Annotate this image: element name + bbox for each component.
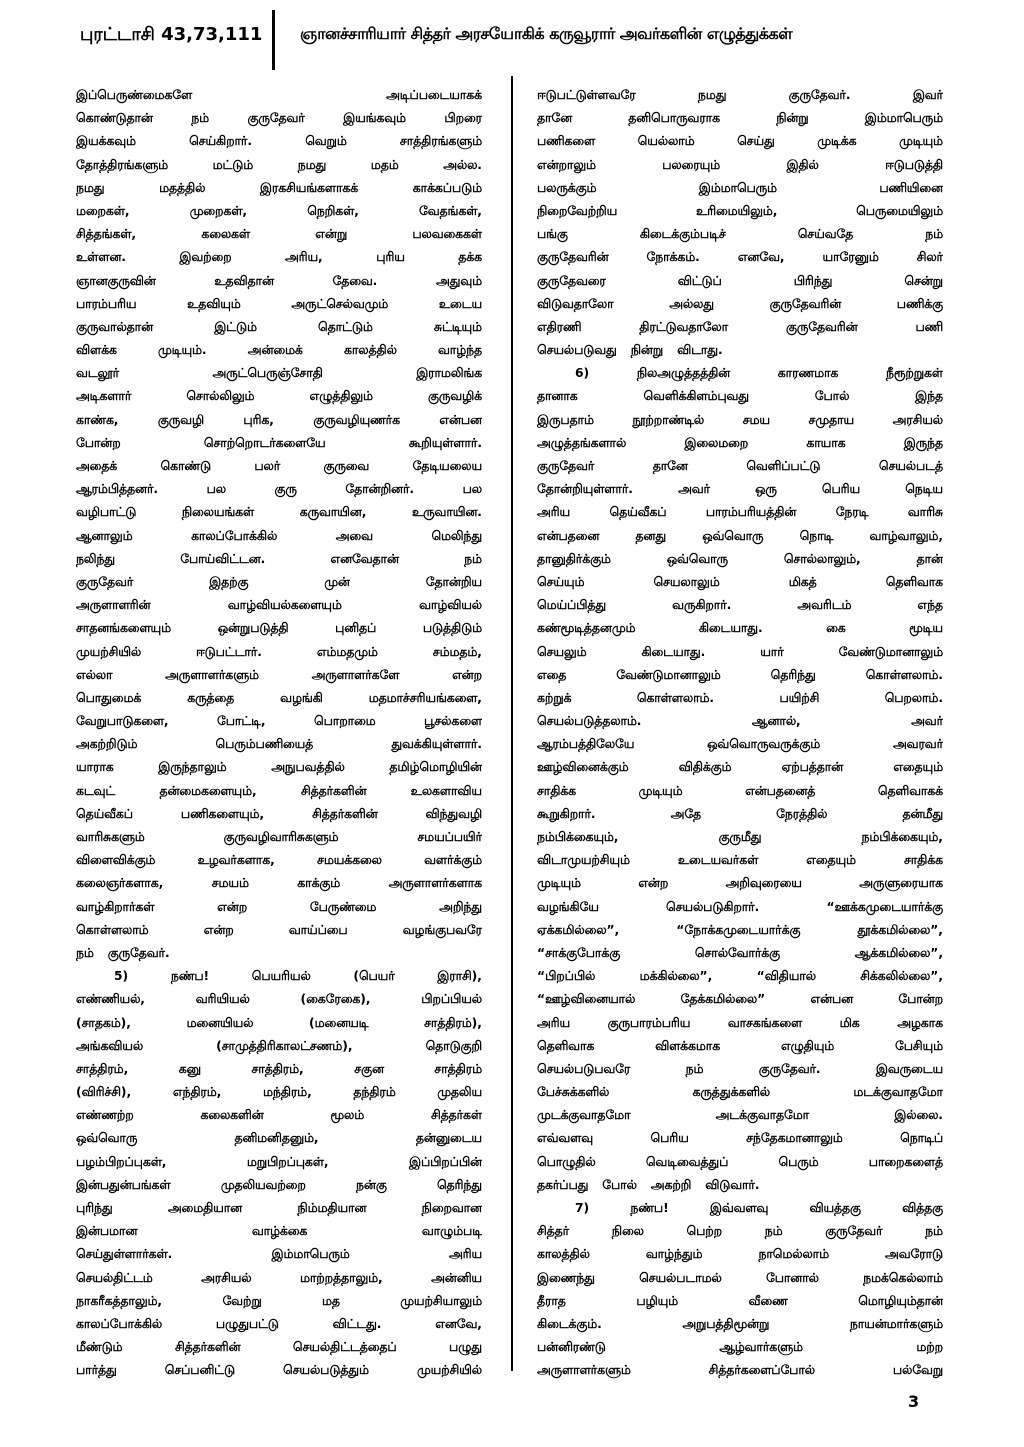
text-line: வழங்கியே செயல்படுகிறார். “ஊக்கமுடையார்க்கு — [537, 899, 943, 914]
text-line: விளக்க முடியும். அன்மைக் காலத்தில் வாழ்ந்த — [76, 343, 482, 358]
text-line: ஒவ்வொரு தனிமனிதனும், தன்னுடைய — [76, 1131, 482, 1146]
text-line: குருதேவர் இதற்கு முன் தோன்றிய — [76, 574, 482, 589]
text-line: தெளிவாக விளக்கமாக எழுதியும் பேசியும் — [537, 1038, 943, 1053]
text-line: பலருக்கும் இம்மாபெரும் பணியினை — [537, 180, 943, 195]
text-line: ஏக்கமில்லை”, “நோக்கமுடையார்க்கு தூக்கமில்லை”, — [537, 922, 943, 937]
text-line: விடாமுயற்சியும் உடையவர்கள் எதையும் சாதிக்க — [537, 853, 943, 868]
text-line: மீண்டும் சித்தர்களின் செயல்திட்டத்தைப் பழுது — [76, 1340, 482, 1355]
text-line: நம்பிக்கையும், குருமீது நம்பிக்கையும், — [537, 830, 943, 844]
column-divider — [511, 76, 513, 1371]
text-line: வடலூர் அருட்பெருஞ்சோதி இராமலிங்க — [76, 366, 482, 381]
text-line: அதைக் கொண்டு பலர் குருவை தேடியலைய — [76, 459, 482, 473]
text-line: தீராத பழியும் வீணை மொழியும்தான் — [537, 1293, 943, 1308]
text-line: அழுத்தங்களால் இலைமறை காயாக இருந்த — [537, 435, 943, 450]
text-line: நம் குருதேவர். — [76, 945, 170, 960]
text-line: அருளாளரின் வாழ்வியல்களையும் வாழ்வியல் — [76, 598, 482, 613]
left-column — [76, 84, 482, 1383]
text-line: தோன்றியுள்ளார். அவர் ஒரு பெரிய நெடிய — [537, 482, 943, 497]
text-line: செயல்படுபவரே நம் குருதேவர். இவருடைய — [537, 1061, 943, 1076]
text-line: அகற்றிடும் பெரும்பணியைத் துவக்கியுள்ளார். — [76, 737, 482, 752]
page-number: 3 — [908, 1392, 920, 1411]
text-line: (சாதகம்), மனையியல் (மனையடி சாத்திரம்), — [76, 1015, 482, 1030]
text-line: எண்ணியல், வரியியல் (கைரேகை), பிறப்பியல் — [76, 992, 482, 1007]
text-line: முயற்சியில் ஈடுபட்டார். எம்மதமும் சம்மதம், — [76, 644, 482, 659]
text-line: விடுவதாலோ அல்லது குருதேவரின் பணிக்கு — [537, 296, 943, 311]
text-line: தகர்ப்பது போல் அகற்றி விடுவார். — [537, 1177, 760, 1192]
text-line: வாழ்கிறார்கள் என்ற பேருண்மை அறிந்து — [76, 899, 482, 914]
text-line: செய்யும் செயலாலும் மிகத் தெளிவாக — [537, 574, 943, 589]
text-line: செய்துள்ளார்கள். இம்மாபெரும் அரிய — [76, 1247, 482, 1262]
text-line: செயல்படுத்தலாம். ஆனால், அவர் — [537, 714, 943, 729]
text-line: சாத்திரம், கனு சாத்திரம், சகுன சாத்திரம் — [76, 1061, 482, 1076]
text-line: எல்லா அருளாளர்களும் அருளாளர்களே என்ற — [76, 667, 482, 682]
text-line: தானுதிர்க்கும் ஒவ்வொரு சொல்லாலும், தான் — [537, 551, 943, 566]
text-line: அருளாளர்களும் சித்தர்களைப்போல் பல்வேறு — [537, 1363, 943, 1378]
text-line: எவ்வளவு பெரிய சந்தேகமானாலும் நொடிப் — [537, 1131, 943, 1146]
text-line: உள்ளன. இவற்றை அரிய, புரிய தக்க — [76, 250, 482, 265]
text-line: “ஊழ்வினையால் தேக்கமில்லை” என்பன போன்ற — [537, 992, 943, 1007]
text-line: செயல்படுவது நின்று விடாது. — [537, 343, 723, 358]
text-line: கொண்டுதான் நம் குருதேவர் இயங்கவும் பிறரை — [76, 111, 482, 126]
text-line: கூறுகிறார். அதே நேரத்தில் தன்மீது — [537, 806, 943, 821]
text-line: பங்கு கிடைக்கும்படிச் செய்வதே நம் — [537, 227, 943, 242]
text-line: செயல்திட்டம் அரசியல் மாற்றத்தாலும், அன்னிய — [76, 1270, 482, 1285]
text-line: பாரம்பரிய உதவியும் அருட்செல்வமும் உடைய — [76, 296, 482, 311]
text-line: கொள்ளலாம் என்ற வாய்ப்பை வழங்குபவரே — [76, 922, 482, 937]
text-line: தானே தனிபொருவராக நின்று இம்மாபெரும் — [537, 111, 943, 126]
text-line: காலப்போக்கில் பழுதுபட்டு விட்டது. எனவே, — [76, 1316, 482, 1331]
text-line: புரிந்து அமைதியான நிம்மதியான நிறைவான — [76, 1201, 482, 1215]
text-line: முடக்குவாதமோ அடக்குவாதமோ இல்லை. — [537, 1108, 943, 1123]
text-line: தோத்திரங்களும் மட்டும் நமது மதம் அல்ல. — [76, 157, 482, 172]
text-line: வழிபாட்டு நிலையங்கள் கருவாயின, உருவாயின. — [76, 505, 482, 520]
text-line: முடியும் என்ற அறிவுரையை அருளுரையாக — [537, 876, 943, 891]
text-line: நலிந்து போய்விட்டன. எனவேதான் நம் — [76, 551, 482, 566]
text-line: இன்பதுன்பங்கள் முதலியவற்றை நன்கு தெரிந்து — [76, 1177, 482, 1192]
text-line: எண்ணற்ற கலைகளின் மூலம் சித்தர்கள் — [76, 1108, 482, 1123]
text-line: அரிய தெய்வீகப் பாரம்பரியத்தின் நேரடி வாரிசு — [537, 505, 943, 520]
text-line: 7) நண்ப! இவ்வளவு வியத்தகு வித்தகு — [575, 1201, 943, 1215]
text-line: பொழுதில் வெடிவைத்துப் பெரும் பாறைகளைத் — [537, 1154, 943, 1169]
header-title: ஞானச்சாரியார் சித்தர் அரசயோகிக் கருவூரார் அவர்களின் எழுத்துக்கள் — [300, 24, 793, 43]
text-line: கலைஞர்களாக, சமயம் காக்கும் அருளாளர்களாக — [76, 876, 482, 891]
text-line: விளைவிக்கும் உழவர்களாக, சமயக்கலை வளர்க்கும் — [76, 853, 482, 868]
text-line: குருதேவர் தானே வெளிப்பட்டு செயல்படத் — [537, 459, 943, 473]
text-line: நிறைவேற்றிய உரிமையிலும், பெருமையிலும் — [537, 203, 943, 218]
text-line: வாரிசுகளும் குருவழிவாரிசுகளும் சமயப்பயிர் — [76, 830, 482, 844]
text-line: நாகரீகத்தாலும், வேற்று மத முயற்சியாலும் — [76, 1293, 482, 1308]
text-line: இன்பமான வாழ்க்கை வாழும்படி — [76, 1224, 482, 1239]
text-line: அடிகளார் சொல்லிலும் எழுத்திலும் குருவழிக் — [76, 389, 482, 404]
text-line: சித்தங்கள், கலைகள் என்று பலவகைகள் — [76, 227, 482, 242]
text-line: செயலும் கிடையாது. யார் வேண்டுமானாலும் — [537, 644, 943, 659]
text-line: பார்த்து செப்பனிட்டு செயல்படுத்தும் முயற்சியில் — [76, 1363, 482, 1378]
text-line: ஊழ்வினைக்கும் விதிக்கும் ஏற்பத்தான் எதையும் — [537, 760, 943, 775]
text-line: நமது மதத்தில் இரகசியங்களாகக் காக்கப்படும் — [76, 180, 482, 195]
text-line: குருதேவரை விட்டுப் பிரிந்து சென்று — [537, 273, 943, 288]
text-line: வேறுபாடுகளை, போட்டி, பொறாமை பூசல்களை — [76, 714, 482, 729]
text-line: கற்றுக் கொள்ளலாம். பயிற்சி பெறலாம். — [537, 690, 943, 705]
text-line: சாதிக்க முடியும் என்பதனைத் தெளிவாகக் — [537, 783, 943, 798]
text-line: இப்பெருண்மைகளே அடிப்படையாகக் — [76, 88, 482, 102]
text-line: 6) நிலஅழுத்தத்தின் காரணமாக நீரூற்றுகள் — [575, 366, 943, 381]
text-line: சாதனங்களையும் ஒன்றுபடுத்தி புனிதப் படுத்திடும் — [76, 621, 482, 636]
text-line: (விரிச்சி), எந்திரம், மந்திரம், தந்திரம் முதலிய — [76, 1085, 482, 1100]
text-line: சித்தர் நிலை பெற்ற நம் குருதேவர் நம் — [537, 1224, 943, 1239]
text-line: என்பதனை தனது ஒவ்வொரு நொடி வாழ்வாலும், — [537, 528, 943, 543]
text-line: 5) நண்ப! பெயரியல் (பெயர் இராசி), — [114, 969, 482, 984]
text-line: இயக்கவும் செய்கிறார். வெறும் சாத்திரங்களும் — [76, 134, 482, 149]
text-line: பழம்பிறப்புகள், மறுபிறப்புகள், இப்பிறப்பின் — [76, 1154, 482, 1169]
text-line: என்றாலும் பலரையும் இதில் ஈடுபடுத்தி — [537, 157, 943, 172]
text-line: எதை வேண்டுமானாலும் தெரிந்து கொள்ளலாம். — [537, 667, 943, 682]
text-line: அரிய குருபாரம்பரிய வாசகங்களை மிக அழகாக — [537, 1015, 943, 1030]
page-header — [72, 10, 952, 70]
text-line: இணைந்து செயல்படாமல் போனால் நமக்கெல்லாம் — [537, 1270, 943, 1285]
right-column — [537, 84, 943, 1383]
text-line: பொதுமைக் கருத்தை வழங்கி மதமாச்சரியங்களை, — [76, 690, 482, 705]
text-line: பன்னிரண்டு ஆழ்வார்களும் மற்ற — [537, 1340, 943, 1355]
text-line: கண்மூடித்தனமும் கிடையாது. கை மூடிய — [537, 621, 943, 636]
text-line: இருபதாம் நூற்றாண்டில் சமய சமுதாய அரசியல் — [537, 412, 943, 427]
text-line: கிடைக்கும். அறுபத்திமூன்று நாயன்மார்களும் — [537, 1316, 943, 1331]
text-line: காண்க, குருவழி புரிக, குருவழியுணர்க என்பன — [76, 412, 482, 427]
text-line: அங்கவியல் (சாமுத்திரிகாலட்சணம்), தொடுகுறி — [76, 1038, 482, 1053]
text-line: மெய்ப்பித்து வருகிறார். அவரிடம் எந்த — [537, 598, 943, 613]
header-divider — [272, 10, 275, 70]
text-line: “பிறப்பில் மக்கில்லை”, “விதியால் சிக்கலில்லை”, — [537, 969, 943, 984]
text-line: ஆரம்பத்திலேயே ஒவ்வொருவருக்கும் அவரவர் — [537, 737, 943, 752]
text-line: தெய்வீகப் பணிகளையும், சித்தர்களின் விந்துவழி — [76, 806, 482, 821]
text-line: ஈடுபட்டுள்ளவரே நமது குருதேவர். இவர் — [537, 88, 943, 102]
text-line: குருதேவரின் நோக்கம். எனவே, யாரேனும் சிலர் — [537, 250, 943, 265]
text-line: ஆனாலும் காலப்போக்கில் அவை மெலிந்து — [76, 528, 482, 543]
text-line: “சாக்குபோக்கு சொல்வோர்க்கு ஆக்கமில்லை”, — [537, 945, 943, 960]
text-line: தானாக வெளிக்கிளம்புவது போல் இந்த — [537, 389, 943, 404]
text-line: கடவுட் தன்மைகளையும், சித்தர்களின் உலகளாவிய — [76, 783, 482, 798]
text-line: பேச்சுக்களில் கருத்துக்களில் மடக்குவாதமோ — [537, 1085, 943, 1100]
text-line: காலத்தில் வாழ்ந்தும் நாமெல்லாம் அவரோடு — [537, 1247, 943, 1262]
header-date-issue: புரட்டாசி 43,73,111 — [80, 24, 263, 45]
text-line: ஆரம்பித்தனர். பல குரு தோன்றினர். பல — [76, 482, 482, 497]
text-line: மறைகள், முறைகள், நெறிகள், வேதங்கள், — [76, 203, 482, 218]
text-line: யாராக இருந்தாலும் அநுபவத்தில் தமிழ்மொழியின் — [76, 760, 482, 775]
text-line: குருவால்தான் இட்டும் தொட்டும் சுட்டியும் — [76, 319, 482, 334]
text-line: ஞானகுருவின் உதவிதான் தேவை. அதுவும் — [76, 273, 482, 288]
text-line: எதிரணி திரட்டுவதாலோ குருதேவரின் பணி — [537, 319, 943, 334]
text-line: பணிகளை யெல்லாம் செய்து முடிக்க முடியும் — [537, 134, 943, 149]
text-line: போன்ற சொற்றொடர்களையே கூறியுள்ளார். — [76, 435, 482, 450]
